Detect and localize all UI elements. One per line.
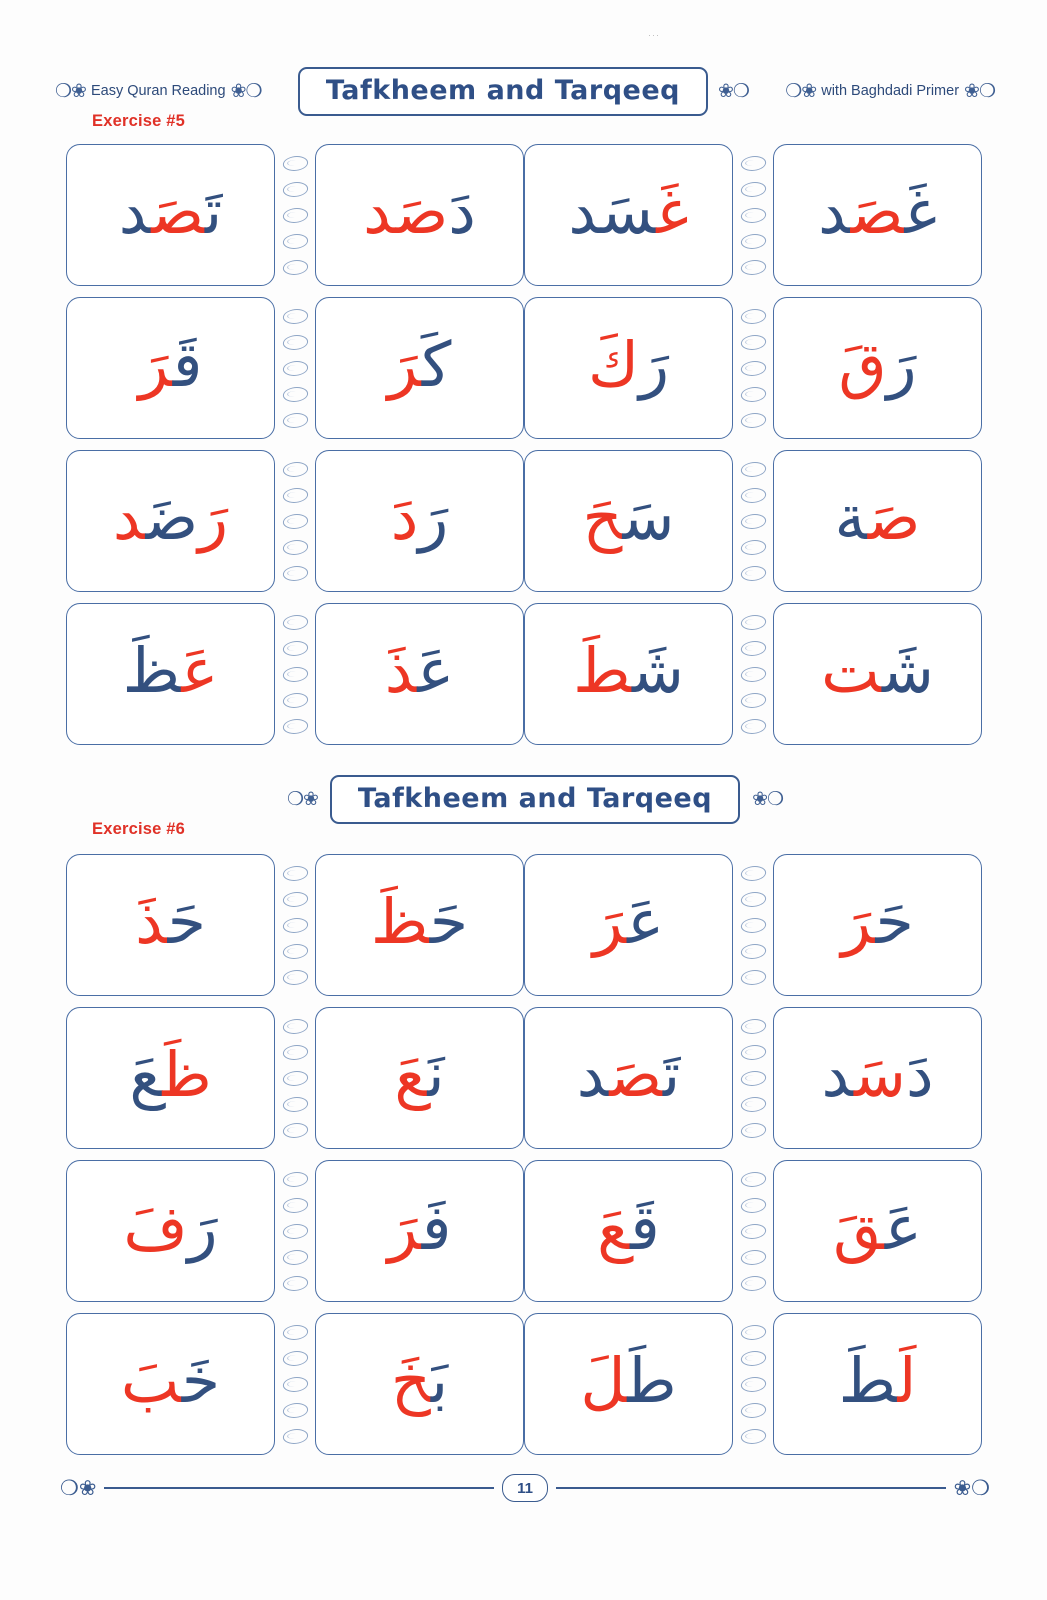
spiral-ring-icon <box>739 693 767 708</box>
spiral-ring-icon <box>281 918 309 933</box>
ornament-icon: ❀❍ <box>718 80 749 102</box>
spiral-ring-icon <box>281 413 309 428</box>
spiral-ring-icon <box>739 1403 767 1418</box>
heading-title: Tafkheem and Tarqeeq <box>357 783 713 814</box>
arabic-word: غَصَد <box>818 175 937 249</box>
spiral-ring-icon <box>281 641 309 656</box>
spiral-ring-icon <box>739 667 767 682</box>
arabic-word: دَسَد <box>821 1038 934 1112</box>
spiral-binding <box>275 1314 315 1454</box>
card-pair-left <box>66 853 524 997</box>
spiral-ring-icon <box>739 566 767 581</box>
brand-left-label: Easy Quran Reading <box>90 83 226 99</box>
spiral-ring-icon <box>281 309 309 324</box>
brand-right <box>785 82 995 101</box>
word-card[interactable] <box>773 1007 982 1149</box>
spiral-ring-icon <box>739 970 767 985</box>
arabic-word: شَت <box>821 634 934 708</box>
word-card[interactable] <box>66 297 275 439</box>
ornament-icon: ❀❍ <box>230 80 262 102</box>
card-row <box>66 296 981 440</box>
spiral-binding <box>275 855 315 995</box>
spiral-ring-icon <box>281 182 309 197</box>
spiral-ring-icon <box>739 641 767 656</box>
card-pair-right <box>524 602 982 746</box>
word-card[interactable] <box>773 450 982 592</box>
arabic-word: تَصَد <box>118 175 223 249</box>
word-card[interactable] <box>524 1007 733 1149</box>
printer-mark: ··· <box>648 30 660 40</box>
title-plate <box>330 775 740 824</box>
spiral-ring-icon <box>739 413 767 428</box>
card-row <box>66 1159 981 1303</box>
spiral-ring-icon <box>281 944 309 959</box>
divider <box>556 1487 946 1489</box>
spiral-ring-icon <box>739 1351 767 1366</box>
word-card[interactable] <box>524 297 733 439</box>
arabic-word: عَقَ <box>833 1191 922 1265</box>
spiral-ring-icon <box>281 866 309 881</box>
spiral-ring-icon <box>281 667 309 682</box>
spiral-ring-icon <box>739 1250 767 1265</box>
heading-exercise-6 <box>240 775 830 824</box>
arabic-word: تَصَد <box>576 1038 681 1112</box>
ornament-icon: ❍❀ <box>55 80 86 102</box>
word-card[interactable] <box>66 450 275 592</box>
word-card[interactable] <box>66 1007 275 1149</box>
spiral-ring-icon <box>281 892 309 907</box>
word-card[interactable] <box>773 1160 982 1302</box>
page-number: 11 <box>502 1474 548 1502</box>
word-card[interactable] <box>524 1313 733 1455</box>
spiral-binding <box>275 1161 315 1301</box>
spiral-ring-icon <box>281 1123 309 1138</box>
word-card[interactable] <box>66 144 275 286</box>
spiral-ring-icon <box>281 1097 309 1112</box>
spiral-ring-icon <box>739 615 767 630</box>
spiral-ring-icon <box>281 1045 309 1060</box>
card-pair-right <box>524 296 982 440</box>
spiral-ring-icon <box>739 462 767 477</box>
spiral-ring-icon <box>281 970 309 985</box>
spiral-ring-icon <box>281 719 309 734</box>
spiral-ring-icon <box>281 335 309 350</box>
word-card[interactable] <box>315 603 524 745</box>
word-card[interactable] <box>773 1313 982 1455</box>
word-card[interactable] <box>524 450 733 592</box>
spiral-ring-icon <box>739 1019 767 1034</box>
spiral-ring-icon <box>739 1123 767 1138</box>
spiral-ring-icon <box>739 260 767 275</box>
spiral-ring-icon <box>739 1172 767 1187</box>
arabic-word: رَدَ <box>390 481 449 555</box>
word-card[interactable] <box>773 854 982 996</box>
arabic-word: شَطَ <box>573 634 684 708</box>
spiral-binding <box>275 604 315 744</box>
card-row <box>66 1006 981 1150</box>
arabic-word: رَضَد <box>112 481 229 555</box>
spiral-binding <box>733 298 773 438</box>
word-card[interactable] <box>315 854 524 996</box>
ornament-icon: ❍❀ <box>60 1476 97 1500</box>
spiral-ring-icon <box>739 892 767 907</box>
arabic-word: صَة <box>834 481 921 555</box>
word-card[interactable] <box>524 144 733 286</box>
card-pair-right <box>524 1006 982 1150</box>
spiral-ring-icon <box>739 540 767 555</box>
word-card[interactable] <box>524 854 733 996</box>
spiral-ring-icon <box>281 1250 309 1265</box>
spiral-ring-icon <box>281 1276 309 1291</box>
spiral-ring-icon <box>281 1172 309 1187</box>
word-card[interactable] <box>315 1313 524 1455</box>
word-card[interactable] <box>773 297 982 439</box>
spiral-ring-icon <box>281 1019 309 1034</box>
word-card[interactable] <box>315 144 524 286</box>
heading-exercise-5 <box>298 67 749 116</box>
arabic-word: عَظَ <box>122 634 219 708</box>
divider <box>104 1487 494 1489</box>
spiral-ring-icon <box>739 1276 767 1291</box>
word-card[interactable] <box>315 1160 524 1302</box>
arabic-word: حَظَ <box>370 885 469 959</box>
spiral-ring-icon <box>739 866 767 881</box>
arabic-word: فَرَ <box>387 1191 452 1265</box>
word-card[interactable] <box>315 450 524 592</box>
arabic-word: رَفَ <box>123 1191 218 1265</box>
spiral-ring-icon <box>281 387 309 402</box>
spiral-ring-icon <box>739 514 767 529</box>
spiral-ring-icon <box>281 1377 309 1392</box>
spiral-ring-icon <box>281 156 309 171</box>
spiral-ring-icon <box>281 1224 309 1239</box>
arabic-word: دَصَد <box>363 175 476 249</box>
card-pair-left <box>66 1159 524 1303</box>
card-pair-right <box>524 1159 982 1303</box>
exercise-5-grid <box>66 143 981 746</box>
spiral-ring-icon <box>739 309 767 324</box>
word-card[interactable] <box>66 854 275 996</box>
spiral-ring-icon <box>281 1403 309 1418</box>
spiral-ring-icon <box>281 234 309 249</box>
card-pair-right <box>524 143 982 287</box>
spiral-binding <box>733 855 773 995</box>
arabic-word: حَذَ <box>135 885 206 959</box>
spiral-ring-icon <box>281 361 309 376</box>
spiral-ring-icon <box>281 1071 309 1086</box>
arabic-word: قَرَ <box>138 328 203 402</box>
card-pair-left <box>66 143 524 287</box>
heading-title: Tafkheem and Tarqeeq <box>325 74 680 106</box>
spiral-ring-icon <box>281 462 309 477</box>
spiral-binding <box>733 1008 773 1148</box>
word-card[interactable] <box>66 1313 275 1455</box>
arabic-word: سَحَ <box>582 481 675 555</box>
arabic-word: خَبَ <box>120 1344 221 1418</box>
ornament-icon: ❀❍ <box>953 1476 990 1500</box>
spiral-ring-icon <box>739 1097 767 1112</box>
card-row <box>66 853 981 997</box>
page-header <box>55 62 995 120</box>
spiral-binding <box>733 1314 773 1454</box>
arabic-word: رَقَ <box>838 328 917 402</box>
ornament-icon: ❍❀ <box>286 789 318 810</box>
card-row <box>66 143 981 287</box>
title-plate <box>298 67 708 116</box>
spiral-ring-icon <box>281 208 309 223</box>
arabic-word: قَعَ <box>597 1191 660 1265</box>
spiral-binding <box>275 145 315 285</box>
spiral-ring-icon <box>281 260 309 275</box>
card-row <box>66 449 981 593</box>
spiral-ring-icon <box>281 1429 309 1444</box>
spiral-ring-icon <box>739 156 767 171</box>
arabic-word: طَلَ <box>580 1344 677 1418</box>
word-card[interactable] <box>315 1007 524 1149</box>
spiral-ring-icon <box>739 1198 767 1213</box>
spiral-ring-icon <box>739 719 767 734</box>
card-pair-left <box>66 602 524 746</box>
brand-left <box>55 82 262 101</box>
spiral-ring-icon <box>739 1429 767 1444</box>
word-card[interactable] <box>524 1160 733 1302</box>
spiral-binding <box>733 1161 773 1301</box>
word-card[interactable] <box>66 1160 275 1302</box>
arabic-word: غَسَد <box>568 175 689 249</box>
spiral-binding <box>733 604 773 744</box>
card-pair-left <box>66 1312 524 1456</box>
arabic-word: ظَعَ <box>129 1038 212 1112</box>
word-card[interactable] <box>66 603 275 745</box>
spiral-ring-icon <box>739 361 767 376</box>
spiral-binding <box>275 298 315 438</box>
spiral-ring-icon <box>281 488 309 503</box>
card-row <box>66 1312 981 1456</box>
word-card[interactable] <box>524 603 733 745</box>
card-pair-left <box>66 296 524 440</box>
ornament-icon: ❀❍ <box>964 80 995 102</box>
ornament-icon: ❀❍ <box>752 789 784 810</box>
page-footer <box>60 1468 990 1508</box>
word-card[interactable] <box>773 603 982 745</box>
exercise-5-label: Exercise #5 <box>92 112 186 130</box>
spiral-ring-icon <box>739 1325 767 1340</box>
spiral-ring-icon <box>739 387 767 402</box>
spiral-ring-icon <box>281 514 309 529</box>
spiral-ring-icon <box>739 944 767 959</box>
spiral-ring-icon <box>739 488 767 503</box>
spiral-binding <box>733 145 773 285</box>
spiral-binding <box>275 451 315 591</box>
spiral-ring-icon <box>281 1325 309 1340</box>
card-pair-right <box>524 853 982 997</box>
spiral-ring-icon <box>281 693 309 708</box>
arabic-word: لَطَ <box>838 1344 917 1418</box>
arabic-word: عَرَ <box>592 885 665 959</box>
word-card[interactable] <box>315 297 524 439</box>
spiral-ring-icon <box>739 1377 767 1392</box>
card-pair-left <box>66 1006 524 1150</box>
exercise-6-grid <box>66 853 981 1456</box>
spiral-ring-icon <box>739 1224 767 1239</box>
ornament-icon: ❍❀ <box>785 80 817 102</box>
card-row <box>66 602 981 746</box>
word-card[interactable] <box>773 144 982 286</box>
card-pair-right <box>524 1312 982 1456</box>
arabic-word: نَعَ <box>394 1038 445 1112</box>
spiral-ring-icon <box>281 1198 309 1213</box>
spiral-ring-icon <box>739 918 767 933</box>
card-pair-left <box>66 449 524 593</box>
spiral-binding <box>275 1008 315 1148</box>
spiral-ring-icon <box>281 1351 309 1366</box>
spiral-binding <box>733 451 773 591</box>
brand-right-label: with Baghdadi Primer <box>821 83 960 99</box>
arabic-word: رَكَ <box>587 328 670 402</box>
arabic-word: حَرَ <box>841 885 914 959</box>
spiral-ring-icon <box>739 208 767 223</box>
arabic-word: كَرَ <box>387 328 452 402</box>
spiral-ring-icon <box>739 234 767 249</box>
spiral-ring-icon <box>281 540 309 555</box>
spiral-ring-icon <box>739 1045 767 1060</box>
exercise-6-label: Exercise #6 <box>92 820 186 838</box>
arabic-word: عَذَ <box>384 634 455 708</box>
arabic-word: بَخَ <box>390 1344 449 1418</box>
spiral-ring-icon <box>281 615 309 630</box>
spiral-ring-icon <box>281 566 309 581</box>
spiral-ring-icon <box>739 335 767 350</box>
spiral-ring-icon <box>739 182 767 197</box>
card-pair-right <box>524 449 982 593</box>
spiral-ring-icon <box>739 1071 767 1086</box>
